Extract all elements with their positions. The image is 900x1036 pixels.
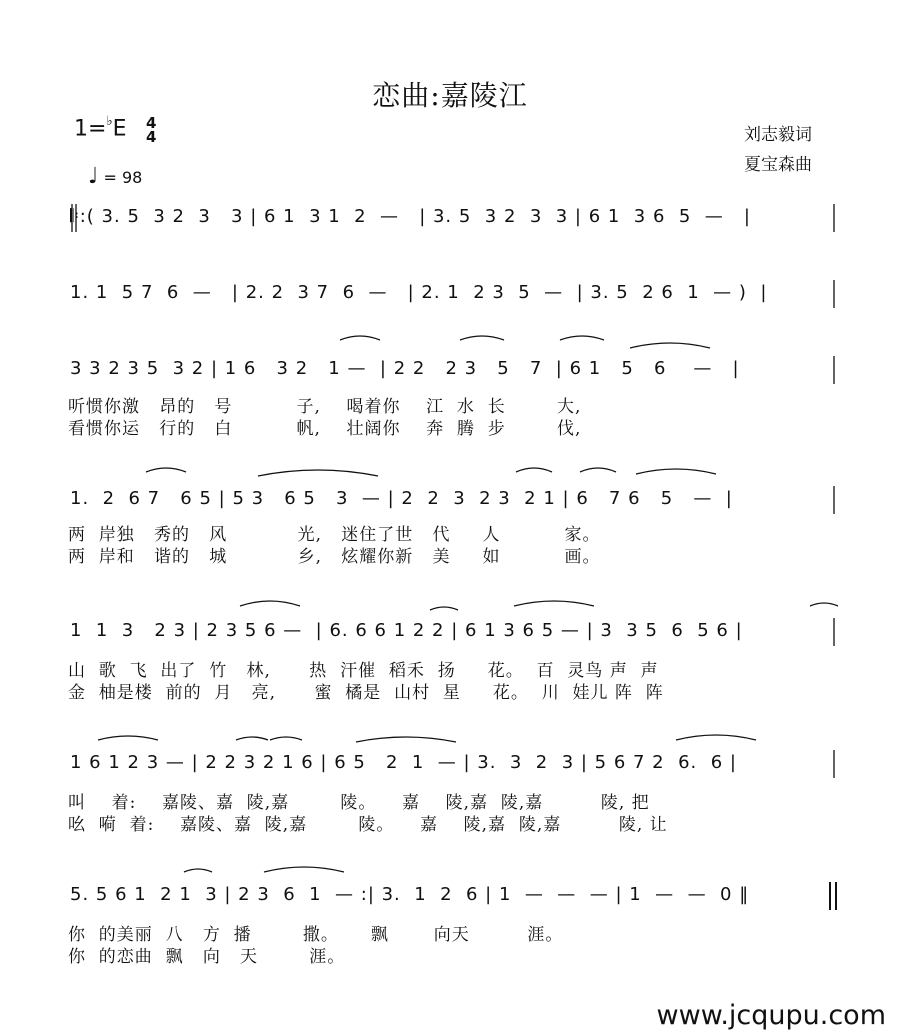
lyric-line: 叫 着: 嘉陵、嘉 陵,嘉 陵。 嘉 陵,嘉 陵,嘉 陵, 把 xyxy=(68,793,650,813)
time-signature: 4 4 xyxy=(146,114,157,146)
lyric-line: 吆 嗬 着: 嘉陵、嘉 陵,嘉 陵。 嘉 陵,嘉 陵,嘉 陵, 让 xyxy=(68,815,668,835)
notation-row: 3 3 2 3 5 3 2 | 1 6 3 2 1 — | 2 2 2 3 5 7 | 6 1 5 6 — | xyxy=(70,358,740,379)
quarter-note-icon: ♩ xyxy=(88,164,99,189)
notation-row: 1 6 1 2 3 — | 2 2 3 2 1 6 | 6 5 2 1 — | 3. 3 2 3 | 5 6 7 2 6. 6 | xyxy=(70,752,737,773)
lyric-line: 你 的恋曲 飘 向 天 涯。 xyxy=(68,947,346,967)
lyric-line: 你 的美丽 八 方 播 撒。 飘 向天 涯。 xyxy=(68,925,564,945)
notation-row: 𝄆:( 3. 5 3 2 3 3 | 6 1 3 1 2 — | 3. 5 3 2 3 3 | 6 1 3 6 5 — | xyxy=(70,206,751,227)
lyricist-credit: 刘志毅词 xyxy=(744,125,812,145)
composer-credit: 夏宝森曲 xyxy=(744,155,812,175)
lyric-line: 金 柚是楼 前的 月 亮, 蜜 橘是 山村 星 花。 川 娃儿 阵 阵 xyxy=(68,683,664,703)
notation-row: 5. 5 6 1 2 1 3 | 2 3 6 1 — :| 3. 1 2 6 | 1 — — — | 1 — — 0 ‖ xyxy=(70,884,750,905)
tempo-marking: ♩ = 98 xyxy=(88,164,143,189)
lyric-line: 两 岸独 秀的 风 光, 迷住了世 代 人 家。 xyxy=(68,525,601,545)
key-signature: 1=♭E xyxy=(74,114,127,142)
notation-row: 1 1 3 2 3 | 2 3 5 6 — | 6. 6 6 1 2 2 | 6 1 3 6 5 — | 3 3 5 6 5 6 | xyxy=(70,620,743,641)
lyric-line: 山 歌 飞 出了 竹 林, 热 汗催 稻禾 扬 花。 百 灵鸟 声 声 xyxy=(68,661,659,681)
lyric-line: 听惯你激 昂的 号 子, 喝着你 江 水 长 大, xyxy=(68,397,582,417)
notation-row: 1. 1 5 7 6 — | 2. 2 3 7 6 — | 2. 1 2 3 5 — | 3. 5 2 6 1 — ) | xyxy=(70,282,768,303)
website-watermark: www.jcqupu.com xyxy=(656,1000,886,1031)
notation-row: 1. 2 6 7 6 5 | 5 3 6 5 3 — | 2 2 3 2 3 2 1 | 6 7 6 5 — | xyxy=(70,488,733,509)
lyric-line: 两 岸和 谐的 城 乡, 炫耀你新 美 如 画。 xyxy=(68,547,601,567)
lyric-line: 看惯你运 行的 白 帆, 壮阔你 奔 腾 步 伐, xyxy=(68,419,582,439)
song-title: 恋曲:嘉陵江 xyxy=(372,79,528,112)
